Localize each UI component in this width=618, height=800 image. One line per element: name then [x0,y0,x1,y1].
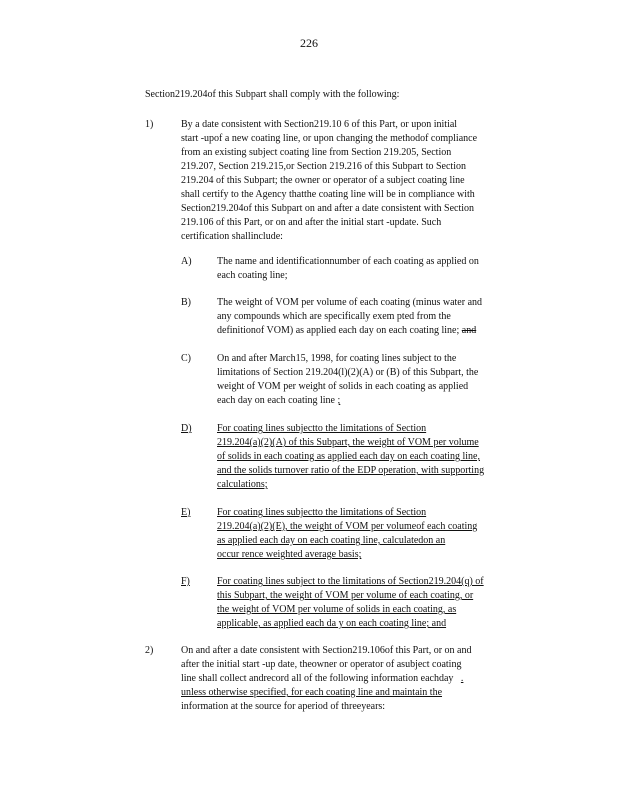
subitem-b-label: B) [181,297,191,308]
margin-mark: . [460,673,464,684]
item-1-line: 219.204 of this Subpart; the owner or operator of a subject coating line [181,175,465,186]
subitem-line: weight of VOM per weight of solids in each coating as applied [217,381,469,392]
struck-word: and [461,325,477,336]
item-2-line: line shall collect andrecord all of the following information eachday [181,673,454,684]
item-2-line: unless otherwise specified, for each coating line and maintain the [181,687,443,698]
subitem-line: this Subpart, the weight of VOM per volume of each coating, or [217,590,474,601]
subitem-line: limitations of Section 219.204(l)(2)(A) or (B) of this Subpart, the [217,367,479,378]
subitem-line: calculations; [217,479,268,490]
subitem-f-label: F) [181,576,190,587]
subitem-line: applicable, as applied each da y on each coating line; and [217,618,447,629]
subitem-c-label: C) [181,353,191,364]
subitem-b-text [217,296,547,338]
item-1-line: certification shallinclude: [181,231,283,242]
item-1-line: from an existing subject coating line from Section 219.205, Section [181,147,452,158]
subitem-a-text [217,255,547,283]
subitem-line: For coating lines subjectto the limitations of Section [217,507,427,518]
item-1-text [181,118,541,244]
item-2-text [181,644,541,714]
item-1-line: Section219.204of this Subpart on and after a date consistent with Section [181,203,474,214]
subitem-line: The name and identificationnumber of each coating as applied on [217,256,479,267]
item-2-line: On and after a date consistent with Section219.106of this Part, or on and [181,645,472,656]
subitem-line: and the solids turnover ratio of the EDP operation, with supporting [217,465,485,476]
item-1-line: start -upof a new coating line, or upon changing the methodof compliance [181,133,478,144]
subitem-line: On and after March15, 1998, for coating lines subject to the [217,353,457,364]
subitem-e-text [217,506,547,562]
subitem-line: the weight of VOM per volume of solids in each coating, as [217,604,457,615]
page-number: 226 [300,36,318,50]
subitem-line: 219.204(a)(2)(E), the weight of VOM per volumeof each coating [217,521,478,532]
item-2-line: information at the source for aperiod of threeyears: [181,701,386,712]
subitem-line: For coating lines subjectto the limitations of Section [217,423,427,434]
subitem-line: occur rence weighted average basis; [217,549,362,560]
subitem-e-label: E) [181,507,191,518]
subitem-a-label: A) [181,256,192,267]
subitem-line: definitionof VOM) as applied each day on each coating line; [217,325,460,336]
subitem-d-label: D) [181,423,192,434]
added-punctuation: ; [337,395,341,406]
subitem-line: as applied each day on each coating line, calculatedon an [217,535,446,546]
subitem-line: any compounds which are specifically exem pted from the [217,311,451,322]
section-intro: Section219.204of this Subpart shall comply with the following: [145,89,400,100]
subitem-line: each coating line; [217,270,288,281]
subitem-line: each day on each coating line [217,395,335,406]
item-1-line: shall certify to the Agency thatthe coating line will be in compliance with [181,189,475,200]
subitem-line: of solids in each coating as applied each day on each coating line, [217,451,480,462]
subitem-c-text [217,352,547,408]
subitem-d-text [217,422,547,492]
item-2-line: after the initial start -up date, theowner or operator of asubject coating [181,659,462,670]
item-1-line: 219.207, Section 219.215,or Section 219.216 of this Subpart to Section [181,161,466,172]
item-1-line: 219.106 of this Part, or on and after the initial start -update. Such [181,217,442,228]
subitem-line: 219.204(a)(2)(A) of this Subpart, the weight of VOM per volume [217,437,479,448]
item-2-number: 2) [145,645,154,656]
subitem-line: For coating lines subject to the limitations of Section219.204(q) of [217,576,484,587]
item-1-line: By a date consistent with Section219.10 6 of this Part, or upon initial [181,119,458,130]
subitem-f-text [217,575,547,631]
subitem-line: The weight of VOM per volume of each coating (minus water and [217,297,483,308]
item-1-number: 1) [145,119,154,130]
